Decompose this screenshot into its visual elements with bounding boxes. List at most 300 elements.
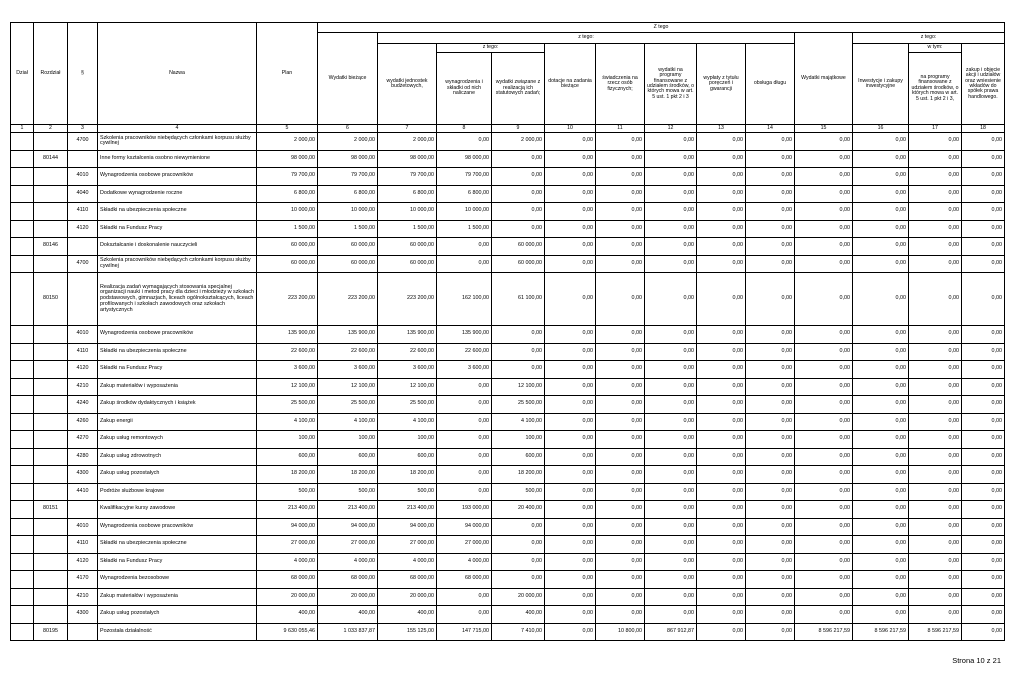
amount-cell: 8 596 217,59 (909, 623, 962, 641)
amount-cell: 0,00 (545, 571, 596, 589)
table-row (11, 518, 1005, 536)
amount-cell: 60 000,00 (257, 255, 318, 273)
amount-cell: 0,00 (545, 501, 596, 519)
dzial-cell (11, 238, 34, 256)
amount-cell: 0,00 (746, 203, 795, 221)
amount-cell: 27 000,00 (437, 536, 492, 554)
amount-cell: 0,00 (545, 623, 596, 641)
amount-cell: 0,00 (853, 361, 909, 379)
amount-cell: 0,00 (962, 255, 1005, 273)
header-plan: Plan (257, 23, 318, 125)
amount-cell: 0,00 (437, 238, 492, 256)
rozdzial-cell (34, 483, 68, 501)
amount-cell: 0,00 (795, 413, 853, 431)
amount-cell: 100,00 (378, 431, 437, 449)
dzial-cell (11, 203, 34, 221)
amount-cell: 0,00 (962, 203, 1005, 221)
dzial-cell (11, 518, 34, 536)
amount-cell: 0,00 (545, 203, 596, 221)
page-number: Strona 10 z 21 (952, 656, 1001, 665)
column-number: 16 (853, 125, 909, 133)
table-row (11, 536, 1005, 554)
rozdzial-cell: 80151 (34, 501, 68, 519)
amount-cell: 0,00 (697, 483, 746, 501)
amount-cell: 0,00 (962, 361, 1005, 379)
rozdzial-cell (34, 606, 68, 624)
amount-cell: 0,00 (795, 255, 853, 273)
amount-cell: 500,00 (318, 483, 378, 501)
amount-cell: 0,00 (596, 378, 645, 396)
amount-cell: 867 912,87 (645, 623, 697, 641)
amount-cell: 0,00 (962, 185, 1005, 203)
amount-cell: 0,00 (795, 448, 853, 466)
amount-cell: 0,00 (492, 326, 545, 344)
name-cell: Składki na ubezpieczenia społeczne (98, 343, 257, 361)
amount-cell: 0,00 (437, 483, 492, 501)
amount-cell: 0,00 (437, 466, 492, 484)
amount-cell: 1 500,00 (257, 220, 318, 238)
amount-cell: 0,00 (746, 238, 795, 256)
amount-cell: 0,00 (697, 361, 746, 379)
amount-cell: 18 200,00 (318, 466, 378, 484)
amount-cell: 0,00 (909, 326, 962, 344)
paragraf-cell (68, 238, 98, 256)
dzial-cell (11, 553, 34, 571)
paragraf-cell: 4120 (68, 553, 98, 571)
amount-cell: 0,00 (645, 326, 697, 344)
amount-cell: 0,00 (962, 448, 1005, 466)
amount-cell: 0,00 (746, 448, 795, 466)
amount-cell: 0,00 (645, 255, 697, 273)
amount-cell: 0,00 (962, 466, 1005, 484)
rozdzial-cell (34, 413, 68, 431)
amount-cell: 60 000,00 (318, 238, 378, 256)
table-row (11, 431, 1005, 449)
column-number: 9 (492, 125, 545, 133)
amount-cell: 0,00 (645, 378, 697, 396)
paragraf-cell: 4010 (68, 168, 98, 186)
table-row (11, 238, 1005, 256)
amount-cell: 0,00 (909, 133, 962, 151)
amount-cell: 0,00 (795, 273, 853, 326)
dzial-cell (11, 413, 34, 431)
amount-cell: 6 800,00 (437, 185, 492, 203)
paragraf-cell: 4170 (68, 571, 98, 589)
amount-cell: 0,00 (746, 553, 795, 571)
amount-cell: 68 000,00 (437, 571, 492, 589)
amount-cell: 25 500,00 (318, 396, 378, 414)
name-cell: Zakup materiałów i wyposażenia (98, 378, 257, 396)
table-row (11, 623, 1005, 641)
rozdzial-cell: 80150 (34, 273, 68, 326)
amount-cell: 135 900,00 (437, 326, 492, 344)
amount-cell: 98 000,00 (378, 150, 437, 168)
amount-cell: 0,00 (795, 168, 853, 186)
header-dzial: Dział (11, 23, 34, 125)
amount-cell: 0,00 (697, 273, 746, 326)
amount-cell: 0,00 (697, 571, 746, 589)
amount-cell: 135 900,00 (257, 326, 318, 344)
header-z-tego-majatkowe: z tego: (853, 33, 1005, 44)
name-cell: Wynagrodzenia osobowe pracowników (98, 326, 257, 344)
paragraf-cell: 4410 (68, 483, 98, 501)
amount-cell: 2 000,00 (492, 133, 545, 151)
header-programy-majatkowe: na programy finansowane z udziałem środków, o których mowa w art. 5 ust. 1 pkt 2 i 3, (909, 53, 962, 125)
amount-cell: 8 596 217,59 (853, 623, 909, 641)
amount-cell: 0,00 (746, 150, 795, 168)
amount-cell: 0,00 (697, 466, 746, 484)
amount-cell: 4 100,00 (378, 413, 437, 431)
amount-cell: 0,00 (909, 483, 962, 501)
column-number-row (11, 125, 1005, 133)
dzial-cell (11, 588, 34, 606)
amount-cell: 0,00 (697, 255, 746, 273)
amount-cell: 0,00 (853, 431, 909, 449)
paragraf-cell: 4700 (68, 255, 98, 273)
amount-cell: 3 600,00 (257, 361, 318, 379)
amount-cell: 0,00 (697, 431, 746, 449)
name-cell: Kwalifikacyjne kursy zawodowe (98, 501, 257, 519)
name-cell: Składki na Fundusz Pracy (98, 220, 257, 238)
paragraf-cell: 4300 (68, 606, 98, 624)
amount-cell: 0,00 (697, 536, 746, 554)
amount-cell: 20 000,00 (257, 588, 318, 606)
header-wydatki-programy: wydatki na programy finansowane z udziałem środków, o których mowa w art. 5 ust. 1 pkt 2 i 3 (645, 44, 697, 125)
amount-cell: 0,00 (596, 168, 645, 186)
name-cell: Wynagrodzenia osobowe pracowników (98, 168, 257, 186)
amount-cell: 0,00 (697, 185, 746, 203)
table-row (11, 501, 1005, 519)
table-row (11, 326, 1005, 344)
amount-cell: 0,00 (492, 168, 545, 186)
amount-cell: 600,00 (318, 448, 378, 466)
amount-cell: 0,00 (909, 185, 962, 203)
rozdzial-cell: 80195 (34, 623, 68, 641)
amount-cell: 0,00 (596, 133, 645, 151)
amount-cell: 0,00 (645, 431, 697, 449)
amount-cell: 600,00 (378, 448, 437, 466)
amount-cell: 0,00 (645, 448, 697, 466)
column-number: 1 (11, 125, 34, 133)
amount-cell: 0,00 (909, 553, 962, 571)
amount-cell: 100,00 (318, 431, 378, 449)
amount-cell: 0,00 (697, 133, 746, 151)
amount-cell: 60 000,00 (492, 255, 545, 273)
amount-cell: 0,00 (545, 536, 596, 554)
header-w-tym: w tym: (909, 44, 962, 53)
amount-cell: 0,00 (962, 483, 1005, 501)
amount-cell: 0,00 (909, 168, 962, 186)
amount-cell: 0,00 (596, 431, 645, 449)
dzial-cell (11, 185, 34, 203)
amount-cell: 0,00 (697, 220, 746, 238)
table-row (11, 168, 1005, 186)
amount-cell: 1 033 837,87 (318, 623, 378, 641)
amount-cell: 0,00 (795, 343, 853, 361)
rozdzial-cell (34, 448, 68, 466)
column-number: 15 (795, 125, 853, 133)
amount-cell: 0,00 (795, 150, 853, 168)
column-number: 12 (645, 125, 697, 133)
amount-cell: 0,00 (596, 361, 645, 379)
dzial-cell (11, 571, 34, 589)
rozdzial-cell (34, 326, 68, 344)
amount-cell: 3 600,00 (437, 361, 492, 379)
amount-cell: 0,00 (545, 518, 596, 536)
paragraf-cell: 4110 (68, 536, 98, 554)
dzial-cell (11, 273, 34, 326)
amount-cell: 0,00 (909, 448, 962, 466)
dzial-cell (11, 501, 34, 519)
table-row (11, 466, 1005, 484)
amount-cell: 0,00 (853, 501, 909, 519)
name-cell: Zakup usług pozostałych (98, 606, 257, 624)
amount-cell: 162 100,00 (437, 273, 492, 326)
amount-cell: 27 000,00 (257, 536, 318, 554)
paragraf-cell: 4110 (68, 203, 98, 221)
amount-cell: 0,00 (909, 536, 962, 554)
amount-cell: 0,00 (545, 168, 596, 186)
amount-cell: 0,00 (746, 133, 795, 151)
amount-cell: 0,00 (853, 168, 909, 186)
amount-cell: 0,00 (645, 273, 697, 326)
paragraf-cell: 4270 (68, 431, 98, 449)
amount-cell: 10 000,00 (318, 203, 378, 221)
amount-cell: 25 500,00 (378, 396, 437, 414)
name-cell: Szkolenia pracowników niebędących członkami korpusu służby cywilnej (98, 133, 257, 151)
amount-cell: 0,00 (909, 413, 962, 431)
amount-cell: 79 700,00 (318, 168, 378, 186)
amount-cell: 1 500,00 (378, 220, 437, 238)
dzial-cell (11, 396, 34, 414)
amount-cell: 0,00 (909, 571, 962, 589)
amount-cell: 0,00 (645, 133, 697, 151)
amount-cell: 0,00 (645, 553, 697, 571)
amount-cell: 0,00 (596, 255, 645, 273)
amount-cell: 0,00 (962, 518, 1005, 536)
name-cell: Wynagrodzenia osobowe pracowników (98, 518, 257, 536)
amount-cell: 12 100,00 (257, 378, 318, 396)
rozdzial-cell (34, 343, 68, 361)
rozdzial-cell (34, 396, 68, 414)
amount-cell: 0,00 (962, 536, 1005, 554)
amount-cell: 0,00 (596, 413, 645, 431)
amount-cell: 0,00 (492, 203, 545, 221)
name-cell: Inne formy kształcenia osobno niewymienione (98, 150, 257, 168)
amount-cell: 0,00 (909, 518, 962, 536)
amount-cell: 0,00 (437, 606, 492, 624)
amount-cell: 0,00 (545, 255, 596, 273)
amount-cell: 0,00 (962, 150, 1005, 168)
amount-cell: 4 100,00 (492, 413, 545, 431)
amount-cell: 0,00 (645, 483, 697, 501)
amount-cell: 0,00 (645, 238, 697, 256)
rozdzial-cell (34, 220, 68, 238)
column-number: 5 (257, 125, 318, 133)
table-row (11, 343, 1005, 361)
rozdzial-cell (34, 133, 68, 151)
dzial-cell (11, 326, 34, 344)
amount-cell: 0,00 (746, 343, 795, 361)
amount-cell: 0,00 (596, 466, 645, 484)
paragraf-cell: 4240 (68, 396, 98, 414)
amount-cell: 0,00 (697, 448, 746, 466)
amount-cell: 0,00 (853, 378, 909, 396)
amount-cell: 0,00 (492, 536, 545, 554)
amount-cell: 25 500,00 (257, 396, 318, 414)
amount-cell: 0,00 (909, 255, 962, 273)
amount-cell: 0,00 (437, 133, 492, 151)
amount-cell: 0,00 (962, 343, 1005, 361)
rozdzial-cell (34, 553, 68, 571)
amount-cell: 0,00 (795, 378, 853, 396)
amount-cell: 7 410,00 (492, 623, 545, 641)
amount-cell: 0,00 (596, 326, 645, 344)
header-wydatki-zadania: wydatki związane z realizacją ich statutowych zadań; (492, 53, 545, 125)
amount-cell: 0,00 (909, 361, 962, 379)
amount-cell: 0,00 (853, 606, 909, 624)
amount-cell: 0,00 (909, 343, 962, 361)
amount-cell: 0,00 (645, 571, 697, 589)
table-row (11, 571, 1005, 589)
paragraf-cell: 4260 (68, 413, 98, 431)
amount-cell: 0,00 (492, 185, 545, 203)
amount-cell: 60 000,00 (492, 238, 545, 256)
amount-cell: 0,00 (795, 220, 853, 238)
column-number: 17 (909, 125, 962, 133)
amount-cell: 0,00 (697, 343, 746, 361)
amount-cell: 98 000,00 (257, 150, 318, 168)
amount-cell: 0,00 (697, 396, 746, 414)
amount-cell: 0,00 (962, 623, 1005, 641)
amount-cell: 0,00 (645, 606, 697, 624)
amount-cell: 20 000,00 (378, 588, 437, 606)
header-zakup-akcji: zakup i objęcie akcji i udziałów oraz wniesienie wkładów do spółek prawa handlowego. (962, 44, 1005, 125)
header-z-tego-biezace: z tego: (378, 33, 795, 44)
amount-cell: 12 100,00 (378, 378, 437, 396)
column-number: 18 (962, 125, 1005, 133)
amount-cell: 0,00 (746, 396, 795, 414)
rozdzial-cell (34, 536, 68, 554)
table-row (11, 553, 1005, 571)
amount-cell: 0,00 (545, 396, 596, 414)
amount-cell: 0,00 (596, 501, 645, 519)
amount-cell: 20 400,00 (492, 501, 545, 519)
amount-cell: 0,00 (962, 606, 1005, 624)
header-wydatki-majatkowe: Wydatki majątkowe (795, 33, 853, 125)
amount-cell: 0,00 (596, 571, 645, 589)
amount-cell: 600,00 (492, 448, 545, 466)
amount-cell: 0,00 (962, 378, 1005, 396)
amount-cell: 6 800,00 (318, 185, 378, 203)
amount-cell: 0,00 (437, 396, 492, 414)
amount-cell: 213 400,00 (318, 501, 378, 519)
name-cell: Dodatkowe wynagrodzenie roczne (98, 185, 257, 203)
amount-cell: 600,00 (257, 448, 318, 466)
amount-cell: 8 596 217,59 (795, 623, 853, 641)
amount-cell: 0,00 (645, 168, 697, 186)
rozdzial-cell: 80144 (34, 150, 68, 168)
amount-cell: 0,00 (962, 168, 1005, 186)
amount-cell: 0,00 (545, 361, 596, 379)
name-cell: Dokształcanie i doskonalenie nauczycieli (98, 238, 257, 256)
amount-cell: 0,00 (645, 466, 697, 484)
amount-cell: 500,00 (492, 483, 545, 501)
amount-cell: 3 600,00 (318, 361, 378, 379)
paragraf-cell: 4700 (68, 133, 98, 151)
name-cell: Zakup środków dydaktycznych i książek (98, 396, 257, 414)
amount-cell: 79 700,00 (378, 168, 437, 186)
amount-cell: 0,00 (596, 150, 645, 168)
header-z-tego-top: Z tego (318, 23, 1005, 33)
amount-cell: 0,00 (746, 326, 795, 344)
amount-cell: 135 900,00 (378, 326, 437, 344)
amount-cell: 0,00 (746, 378, 795, 396)
amount-cell: 0,00 (853, 343, 909, 361)
dzial-cell (11, 466, 34, 484)
amount-cell: 0,00 (697, 606, 746, 624)
amount-cell: 0,00 (853, 588, 909, 606)
amount-cell: 0,00 (853, 150, 909, 168)
amount-cell: 0,00 (962, 273, 1005, 326)
amount-cell: 60 000,00 (257, 238, 318, 256)
amount-cell: 0,00 (909, 588, 962, 606)
amount-cell: 0,00 (795, 326, 853, 344)
amount-cell: 68 000,00 (257, 571, 318, 589)
amount-cell: 500,00 (378, 483, 437, 501)
table-row (11, 396, 1005, 414)
amount-cell: 0,00 (645, 501, 697, 519)
amount-cell: 0,00 (746, 168, 795, 186)
table-body (11, 133, 1005, 641)
table-row (11, 378, 1005, 396)
amount-cell: 0,00 (596, 396, 645, 414)
amount-cell: 0,00 (596, 588, 645, 606)
amount-cell: 0,00 (853, 571, 909, 589)
amount-cell: 0,00 (596, 553, 645, 571)
amount-cell: 0,00 (795, 396, 853, 414)
header-rozdzial: Rozdział (34, 23, 68, 125)
name-cell: Pozostała działalność (98, 623, 257, 641)
amount-cell: 10 000,00 (437, 203, 492, 221)
amount-cell: 0,00 (645, 203, 697, 221)
amount-cell: 25 500,00 (492, 396, 545, 414)
amount-cell: 22 600,00 (437, 343, 492, 361)
amount-cell: 0,00 (545, 185, 596, 203)
amount-cell: 0,00 (596, 238, 645, 256)
amount-cell: 0,00 (795, 203, 853, 221)
paragraf-cell (68, 150, 98, 168)
amount-cell: 12 100,00 (492, 378, 545, 396)
amount-cell: 79 700,00 (437, 168, 492, 186)
dzial-cell (11, 536, 34, 554)
dzial-cell (11, 133, 34, 151)
rozdzial-cell (34, 466, 68, 484)
amount-cell: 0,00 (545, 483, 596, 501)
table-row (11, 606, 1005, 624)
dzial-cell (11, 378, 34, 396)
amount-cell: 94 000,00 (257, 518, 318, 536)
amount-cell: 22 600,00 (318, 343, 378, 361)
amount-cell: 0,00 (746, 606, 795, 624)
table-row (11, 413, 1005, 431)
name-cell: Składki na ubezpieczenia społeczne (98, 203, 257, 221)
amount-cell: 213 400,00 (257, 501, 318, 519)
amount-cell: 400,00 (318, 606, 378, 624)
amount-cell: 0,00 (492, 571, 545, 589)
name-cell: Wynagrodzenia bezosobowe (98, 571, 257, 589)
table-row (11, 203, 1005, 221)
